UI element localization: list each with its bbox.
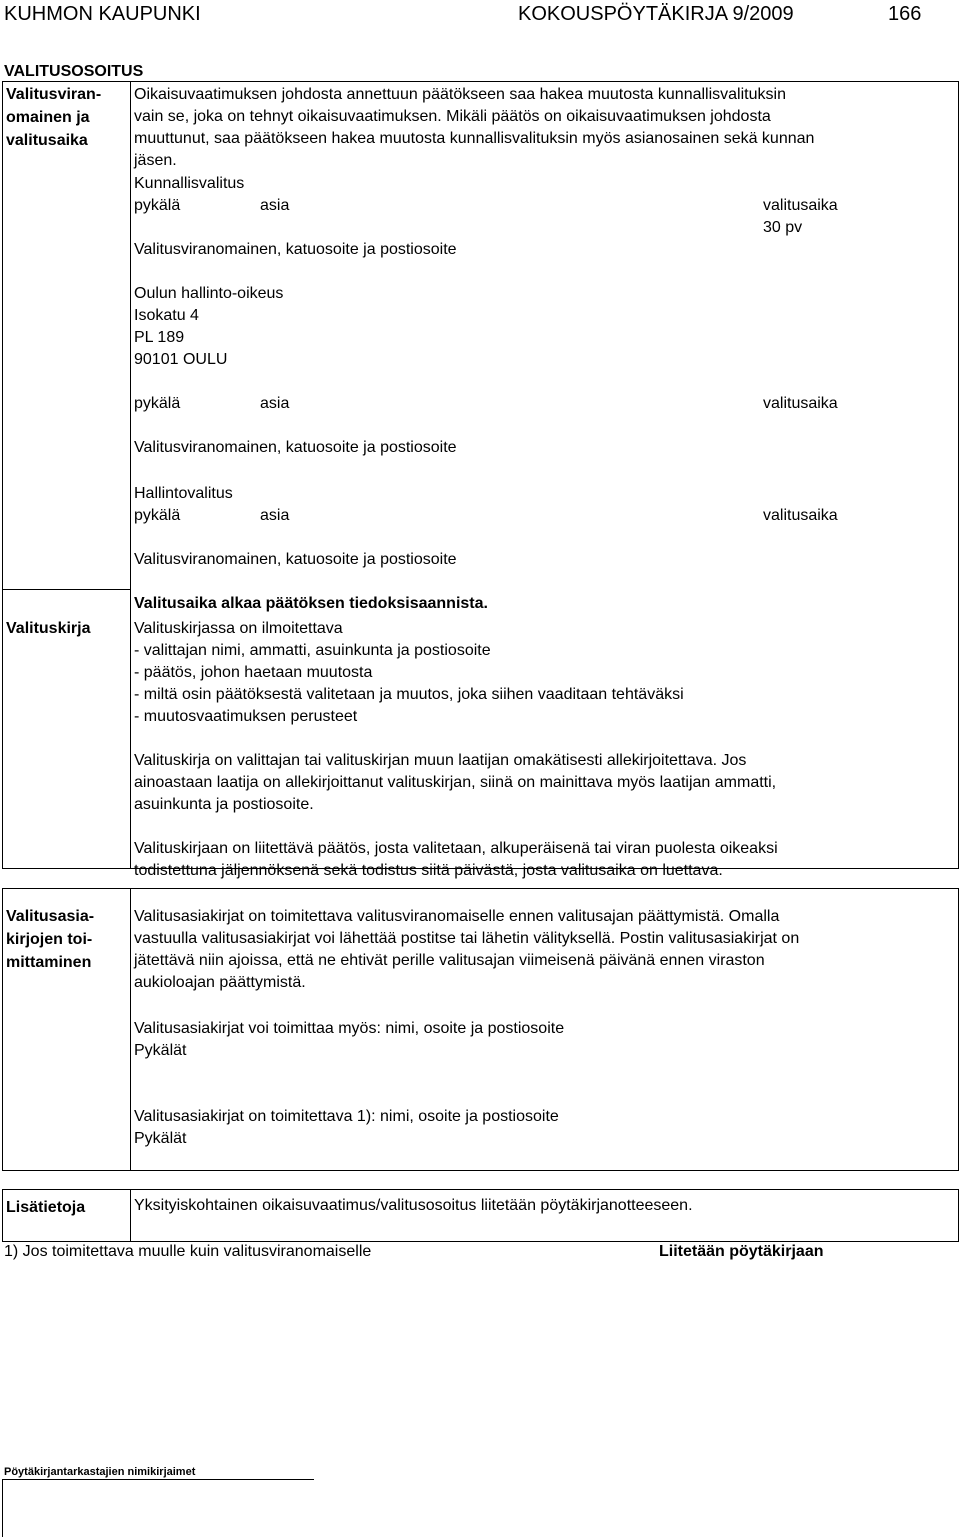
list-item: - valittajan nimi, ammatti, asuinkunta ja postiosoite [134,642,491,659]
document-title: KOKOUSPÖYTÄKIRJA 9/2009 [518,3,794,25]
valituskirja-para1-line: ainoastaan laatija on allekirjoittanut valituskirjan, siinä on mainittava myös laatijan ammatti, [134,774,777,791]
intro-line: muuttunut, saa päätökseen hakea muutosta kunnallisvalituksin myös asianosainen sekä kunnan [134,130,815,147]
authority-label: Valitusviranomainen, katuosoite ja postiosoite [134,439,457,456]
address-line: Oulun hallinto-oikeus [134,285,284,302]
footnote: 1) Jos toimitettava muulle kuin valitusviranomaiselle [4,1243,372,1260]
col-valitusaika: valitusaika [763,395,838,412]
col-asia: asia [260,395,290,412]
intro-line: Oikaisuvaatimuksen johdosta annettuun päätökseen saa hakea muutosta kunnallisvalituksin [134,86,786,103]
list-item: - päätös, johon haetaan muutosta [134,664,373,681]
toimittaminen-para-line: vastuulla valitusasiakirjat voi lähettää postitse tai lähetin välityksellä. Postin valitusasiakirjat on [134,930,800,947]
address-line: PL 189 [134,329,185,346]
valituskirja-para2-line: todistettuna jäljennöksenä sekä todistus siitä päivästä, josta valitusaika on luettava. [134,862,723,879]
col-pykala: pykälä [134,395,181,412]
label-valitusviranomainen-line1: Valitusviran- [6,86,102,103]
col-asia: asia [260,507,290,524]
alt-delivery-1-pykalat: Pykälät [134,1042,187,1059]
label-valitusviranomainen-line2: omainen ja [6,109,90,126]
list-item: - muutosvaatimuksen perusteet [134,708,358,725]
intro-line: vain se, joka on tehnyt oikaisuvaatimuksen. Mikäli päätös on oikaisuvaatimuksen johdosta [134,108,771,125]
label-toimittaminen-line3: mittaminen [6,954,92,971]
organization-name: KUHMON KAUPUNKI [4,3,201,25]
toimittaminen-para-line: jätettävä niin ajoissa, että ne ehtivät perille valitusajan viimeisenä päivänä ennen viraston [134,952,765,969]
signature-label: Pöytäkirjantarkastajien nimikirjaimet [4,1466,196,1478]
authority-label: Valitusviranomainen, katuosoite ja postiosoite [134,241,457,258]
valituskirja-para1-line: asuinkunta ja postiosoite. [134,796,314,813]
valituskirja-para1-line: Valituskirja on valittajan tai valituskirjan muun laatijan omakätisesti allekirjoitettava. Jos [134,752,747,769]
alt-delivery-2: Valitusasiakirjat on toimitettava 1): nimi, osoite ja postiosoite [134,1108,559,1125]
attach-note: Liitetään pöytäkirjaan [659,1243,824,1260]
list-item: - miltä osin päätöksestä valitetaan ja muutos, joka siihen vaaditaan tehtäväksi [134,686,684,703]
list-item: Valituskirjassa on ilmoitettava [134,620,343,637]
intro-line: jäsen. [134,152,177,169]
signature-box-edge [2,1479,3,1537]
toimittaminen-para-line: Valitusasiakirjat on toimitettava valitusviranomaiselle ennen valitusajan päättymistä. Omalla [134,908,780,925]
lisatietoja-text: Yksityiskohtainen oikaisuvaatimus/valitusosoitus liitetään pöytäkirjanotteeseen. [134,1197,693,1214]
col-valitusaika: valitusaika [763,197,838,214]
authority-label: Valitusviranomainen, katuosoite ja postiosoite [134,551,457,568]
column-divider [130,81,131,869]
col-asia: asia [260,197,290,214]
col-pykala: pykälä [134,507,181,524]
label-toimittaminen-line1: Valitusasia- [6,908,95,925]
section-title: VALITUSOSOITUS [4,63,144,80]
valitusaika-start-note: Valitusaika alkaa päätöksen tiedoksisaannista. [134,595,488,612]
hallintovalitus-heading: Hallintovalitus [134,485,233,502]
alt-delivery-2-pykalat: Pykälät [134,1130,187,1147]
alt-delivery-1: Valitusasiakirjat voi toimittaa myös: nimi, osoite ja postiosoite [134,1020,565,1037]
column-divider-info [130,1189,131,1242]
label-valitusviranomainen-line3: valitusaika [6,132,88,149]
page-number: 166 [888,3,922,25]
valitusaika-value: 30 pv [763,219,803,236]
kunnallisvalitus-heading: Kunnallisvalitus [134,175,245,192]
col-valitusaika: valitusaika [763,507,838,524]
address-line: 90101 OULU [134,351,228,368]
col-pykala: pykälä [134,197,181,214]
valituskirja-para2-line: Valituskirjaan on liitettävä päätös, josta valitetaan, alkuperäisenä tai viran puolesta oikeaksi [134,840,778,857]
label-valituskirja: Valituskirja [6,620,91,637]
label-lisatietoja: Lisätietoja [6,1199,86,1216]
column-divider-lower [130,888,131,1171]
toimittaminen-para-line: aukioloajan päättymistä. [134,974,306,991]
label-toimittaminen-line2: kirjojen toi- [6,931,93,948]
address-line: Isokatu 4 [134,307,199,324]
row-divider [2,589,131,590]
signature-line [2,1479,314,1480]
